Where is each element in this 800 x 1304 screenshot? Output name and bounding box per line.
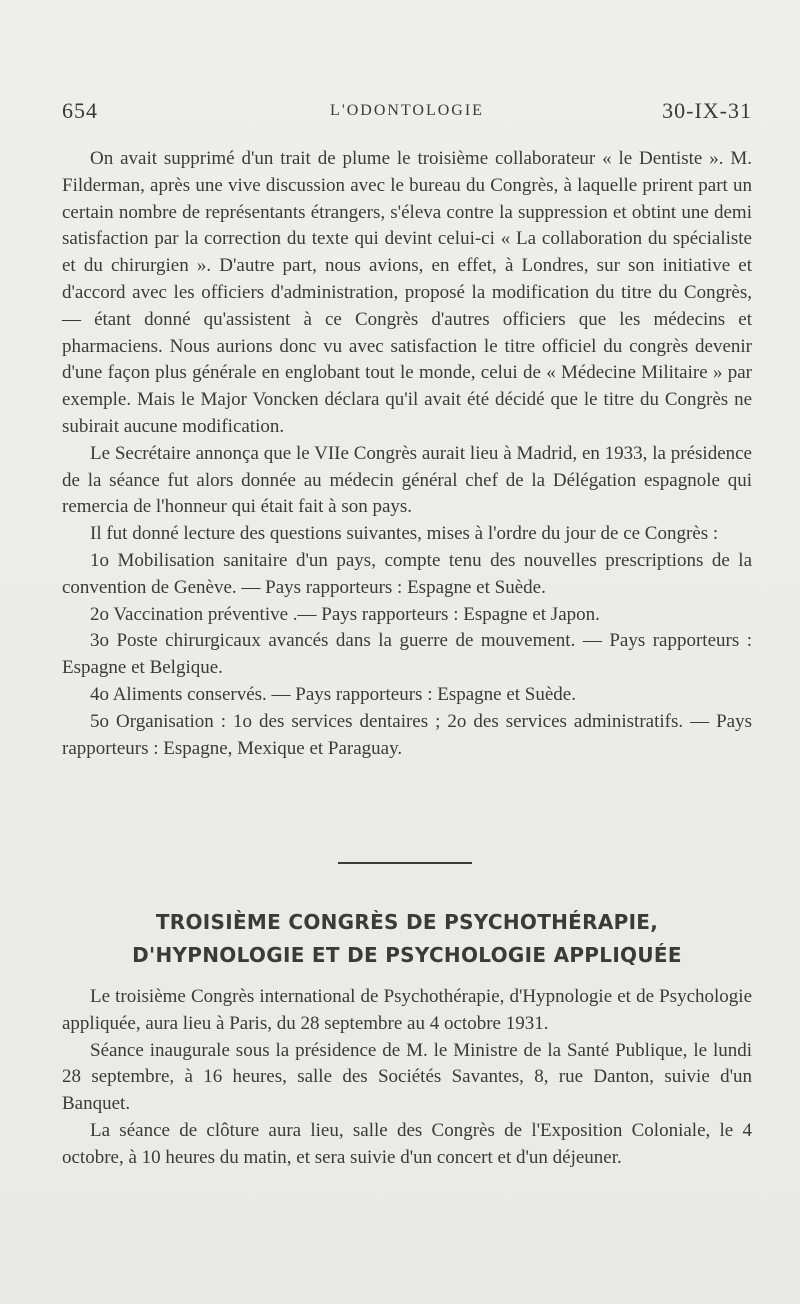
journal-title: L'ODONTOLOGIE (330, 102, 484, 119)
heading-line: TROISIÈME CONGRÈS DE PSYCHOTHÉRAPIE, (155, 910, 659, 934)
page-number: 654 (62, 98, 98, 123)
paragraph: On avait supprimé d'un trait de plume le troisième collaborateur « le Dentiste ». M. Filderman, après une vive discussion avec le bureau du Congrès, à laquelle prirent part un certain nombre de représentants étrangers, s'éleva contre la suppression et obtint une demi satisfaction par la correction du texte qui devint celui-ci « La collaboration du spécialiste et du chirurgien ». D'autre part, nous avions, en effet, à Londres, sur son initiative et d'accord avec les officiers d'administration, proposé la modification du titre du Congrès, — étant donné qu'assistent à ce Congrès d'autres officiers que les médecins et pharmaciens. Nous aurions donc vu avec satisfaction le titre officiel du congrès devenir d'une façon plus générale en englobant tout le monde, celui de « Médecine Militaire » par exemple. Mais le Major Voncken déclara qu'il avait été décidé que le titre du Congrès ne subirait aucune modification. (62, 148, 752, 437)
article-congress-report (62, 146, 752, 762)
issue-date: 30-IX-31 (662, 98, 752, 123)
section-divider (338, 862, 472, 864)
section-heading (62, 906, 752, 972)
agenda-item: 2o Vaccination préventive .— Pays rapporteurs : Espagne et Japon. (90, 603, 600, 625)
agenda-item: 1o Mobilisation sanitaire d'un pays, compte tenu des nouvelles prescriptions de la convention de Genève. — Pays rapporteurs : Espagne et Suède. (62, 549, 752, 598)
heading-line: D'HYPNOLOGIE ET DE PSYCHOLOGIE APPLIQUÉE (132, 943, 682, 967)
paragraph: Il fut donné lecture des questions suivantes, mises à l'ordre du jour de ce Congrès : (90, 523, 719, 545)
agenda-item: 3o Poste chirurgicaux avancés dans la guerre de mouvement. — Pays rapporteurs : Espagne et Belgique. (62, 630, 752, 679)
running-head (62, 98, 752, 128)
agenda-item: 4o Aliments conservés. — Pays rapporteurs : Espagne et Suède. (90, 683, 576, 705)
article-psychotherapy-congress (62, 984, 752, 1172)
paragraph: Le troisième Congrès international de Psychothérapie, d'Hypnologie et de Psychologie appliquée, aura lieu à Paris, du 28 septembre au 4 octobre 1931. (62, 986, 752, 1034)
agenda-item: 5o Organisation : 1o des services dentaires ; 2o des services administratifs. — Pays rapporteurs : Espagne, Mexique et Paraguay. (62, 710, 752, 759)
paragraph: Le Secrétaire annonça que le VIIe Congrès aurait lieu à Madrid, en 1933, la présidence de la séance fut alors donnée au médecin général chef de la Délégation espagnole qui remercia de l'honneur qui était fait à son pays. (62, 442, 752, 518)
paragraph: La séance de clôture aura lieu, salle des Congrès de l'Exposition Coloniale, le 4 octobre, à 10 heures du matin, et sera suivie d'un concert et d'un déjeuner. (62, 1119, 752, 1168)
paragraph: Séance inaugurale sous la présidence de M. le Ministre de la Santé Publique, le lundi 28 septembre, à 16 heures, salle des Sociétés Savantes, 8, rue Danton, suivie d'un Banquet. (62, 1039, 752, 1115)
